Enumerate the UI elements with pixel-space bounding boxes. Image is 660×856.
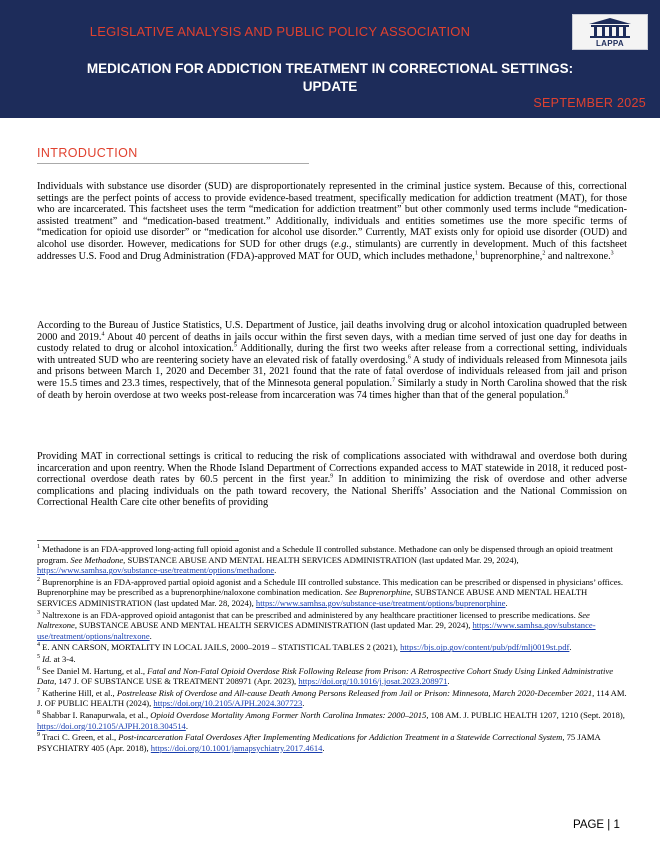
page-number: PAGE | 1 — [573, 819, 620, 831]
footnote-3: $^3$ Naltrexone is an FDA-approved opioid antagonist that can be prescribed and administered by any healthcare practitioner licensed to prescribe medications. See Naltrexone, SUBSTANCE ABUSE AND MENTAL HEALTH SERVICES ADMINISTRATION (last updated Mar. 29, 2024), https://www.samhsa.gov/substance-use/treatment/options/naltrexone. — [37, 609, 596, 641]
section-heading: INTRODUCTION — [37, 146, 138, 160]
lappa-logo — [572, 14, 648, 50]
footnote-4-link[interactable]: https://bjs.ojp.gov/content/pub/pdf/mlj0019st.pdf — [400, 642, 570, 653]
org-name: LEGISLATIVE ANALYSIS AND PUBLIC POLICY ASSOCIATION — [89, 24, 471, 39]
footnotes — [37, 544, 627, 754]
footnote-6-link[interactable]: https://doi.org/10.1016/j.josat.2023.208971 — [298, 676, 448, 687]
footnote-8: $^8$ Shabbar I. Ranapurwala, et al., Opioid Overdose Mortality Among Former North Carolina Inmates: 2000–2015, 108 AM. J. PUBLIC HEALTH 1207, 1210 (Sept. 2018), https://doi.org/10.2105/AJPH.2018.304514. — [37, 709, 625, 731]
footnote-9-link[interactable]: https://doi.org/10.1001/jamapsychiatry.2017.4614 — [150, 742, 323, 753]
publication-date: SEPTEMBER 2025 — [533, 96, 646, 110]
footnote-2-link[interactable]: https://www.samhsa.gov/substance-use/treatment/options/buprenorphine — [255, 597, 506, 608]
paragraph-3: Providing MAT in correctional settings is critical to reducing the risk of complications associated with withdrawal and overdose both during incarceration and upon reentry. When the Rhode Island Department of Corrections expanded access to MAT statewide in 2018, it reduced post-correctional overdose death rates by 60.5 percent in the first year.$^9$ In addition to minimizing the risk of overdose and other adverse complications and placing individuals on the path toward recovery, the National Sheriffs’ Association and the National Commission on Correctional Health Care cite other benefits of providing — [37, 451, 628, 509]
footnote-9: $^9$ Traci C. Green, et al., Post-incarceration Fatal Overdoses After Implementing Medications for Addiction Treatment in a Statewide Correctional System, 75 JAMA PSYCHIATRY 405 (Apr. 2018), https://doi.org/10.1001/jamapsychiatry.2017.4614. — [37, 732, 601, 753]
footnote-6: $^6$ See Daniel M. Hartung, et al., Fatal and Non-Fatal Opioid Overdose Risk Following Release from Prison: A Retrospective Cohort Study Using Linked Administrative Data, 147 J. OF SUBSTANCE USE & TREATMENT 208971 (Apr. 2023), https://doi.org/10.1016/j.josat.2023.208971. — [37, 665, 614, 687]
logo-text: LAPPA — [595, 39, 625, 48]
footnote-8-link[interactable]: https://doi.org/10.2105/AJPH.2018.304514 — [37, 720, 186, 731]
title-line-2: UPDATE — [302, 79, 358, 94]
footnote-2: $^2$ Buprenorphine is an FDA-approved partial opioid agonist and a Schedule III controlled substance. This medication can be prescribed or dispensed in physicians’ offices. Buprenorphine may be prescribed as a buprenorphine/naloxone combination medication. See Buprenorphine, SUBSTANCE ABUSE AND MENTAL HEALTH SERVICES ADMINISTRATION (last updated Mar. 28, 2024), https://www.samhsa.gov/substance-use/treatment/options/buprenorphine. — [37, 576, 624, 608]
footnote-1: $^1$ Methadone is an FDA-approved long-acting full opioid agonist and a Schedule II controlled substance. Methadone can only be dispensed through an opioid treatment program. See Methadone, SUBSTANCE ABUSE AND MENTAL HEALTH SERVICES ADMINISTRATION (last updated Mar. 29, 2024), https://www.samhsa.gov/substance-use/treatment/options/methadone. — [37, 544, 613, 576]
paragraph-2: According to the Bureau of Justice Statistics, U.S. Department of Justice, jail deaths involving drug or alcohol intoxication quadrupled between 2000 and 2019.$^4$ About 40 percent of deaths in jails occur within the first seven days, with a median time served of just one day for deaths in custody related to drug or alcohol intoxication.$^5$ Additionally, during the first two weeks after release from a correctional setting, individuals with untreated SUD who are reentering society have an elevated risk of fatally overdosing.$^6$ A study of individuals released from Minnesota jails and prisons between March 1, 2020 and December 31, 2021 found that the rate of fatal overdose of individuals released from jail and prison were 15.5 times and 23.3 times, respectively, that of the Minnesota general population.$^7$ Similarly a study in North Carolina showed that the risk of death by heroin overdose at two weeks post-release from incarceration was 74 times higher than that of the general population.$^8$ — [37, 320, 628, 401]
section-divider — [37, 163, 309, 164]
footnote-7: $^7$ Katherine Hill, et al., Postrelease Risk of Overdose and All-cause Death Among Persons Released from Jail or Prison: Minnesota, March 2020-December 2021, 114 AM. J. OF PUBLIC HEALTH (2024), https://doi.org/10.2105/AJPH.2024.307723. — [37, 687, 627, 709]
footnote-divider — [37, 540, 239, 541]
document-title — [20, 60, 640, 96]
footnote-5: $^5$ Id. at 3-4. — [37, 653, 76, 664]
header-banner — [0, 0, 660, 118]
pillars-icon — [587, 17, 633, 39]
footnote-3-link[interactable]: https://www.samhsa.gov/substance-use/treatment/options/naltrexone — [37, 620, 596, 641]
footnote-4: $^4$ E. ANN CARSON, MORTALITY IN LOCAL JAILS, 2000–2019 – STATISTICAL TABLES 2 (2021), https://bjs.ojp.gov/content/pub/pdf/mlj0019st.pdf. — [37, 642, 572, 653]
footnote-1-link[interactable]: https://www.samhsa.gov/substance-use/treatment/options/methadone — [37, 565, 275, 576]
paragraph-1: Individuals with substance use disorder (SUD) are disproportionately represented in the criminal justice system. Because of this, correctional settings are the perfect points of access to provide evidence-based treatment, specifically medication for addiction treatment (MAT), for those who are incarcerated. This factsheet uses the term “medication for addiction treatment” but other commonly used terms include “medication-assisted treatment” and “medication-based treatment.” Additionally, individuals and entities sometimes use the more specific terms of “medication for opioid use disorder” or “medication for alcohol use disorder.” Currently, MAT exists only for opioid use disorder (OUD) and alcohol use disorder. However, medications for SUD for other drugs (e.g., stimulants) are currently in development. Much of this factsheet addresses U.S. Food and Drug Administration (FDA)-approved MAT for OUD, which includes methadone,$^1$ buprenorphine,$^2$ and naltrexone.$^3$ — [37, 181, 627, 262]
title-line-1: MEDICATION FOR ADDICTION TREATMENT IN CORRECTIONAL SETTINGS: — [86, 61, 574, 76]
footnote-7-link[interactable]: https://doi.org/10.2105/AJPH.2024.307723 — [153, 698, 303, 709]
